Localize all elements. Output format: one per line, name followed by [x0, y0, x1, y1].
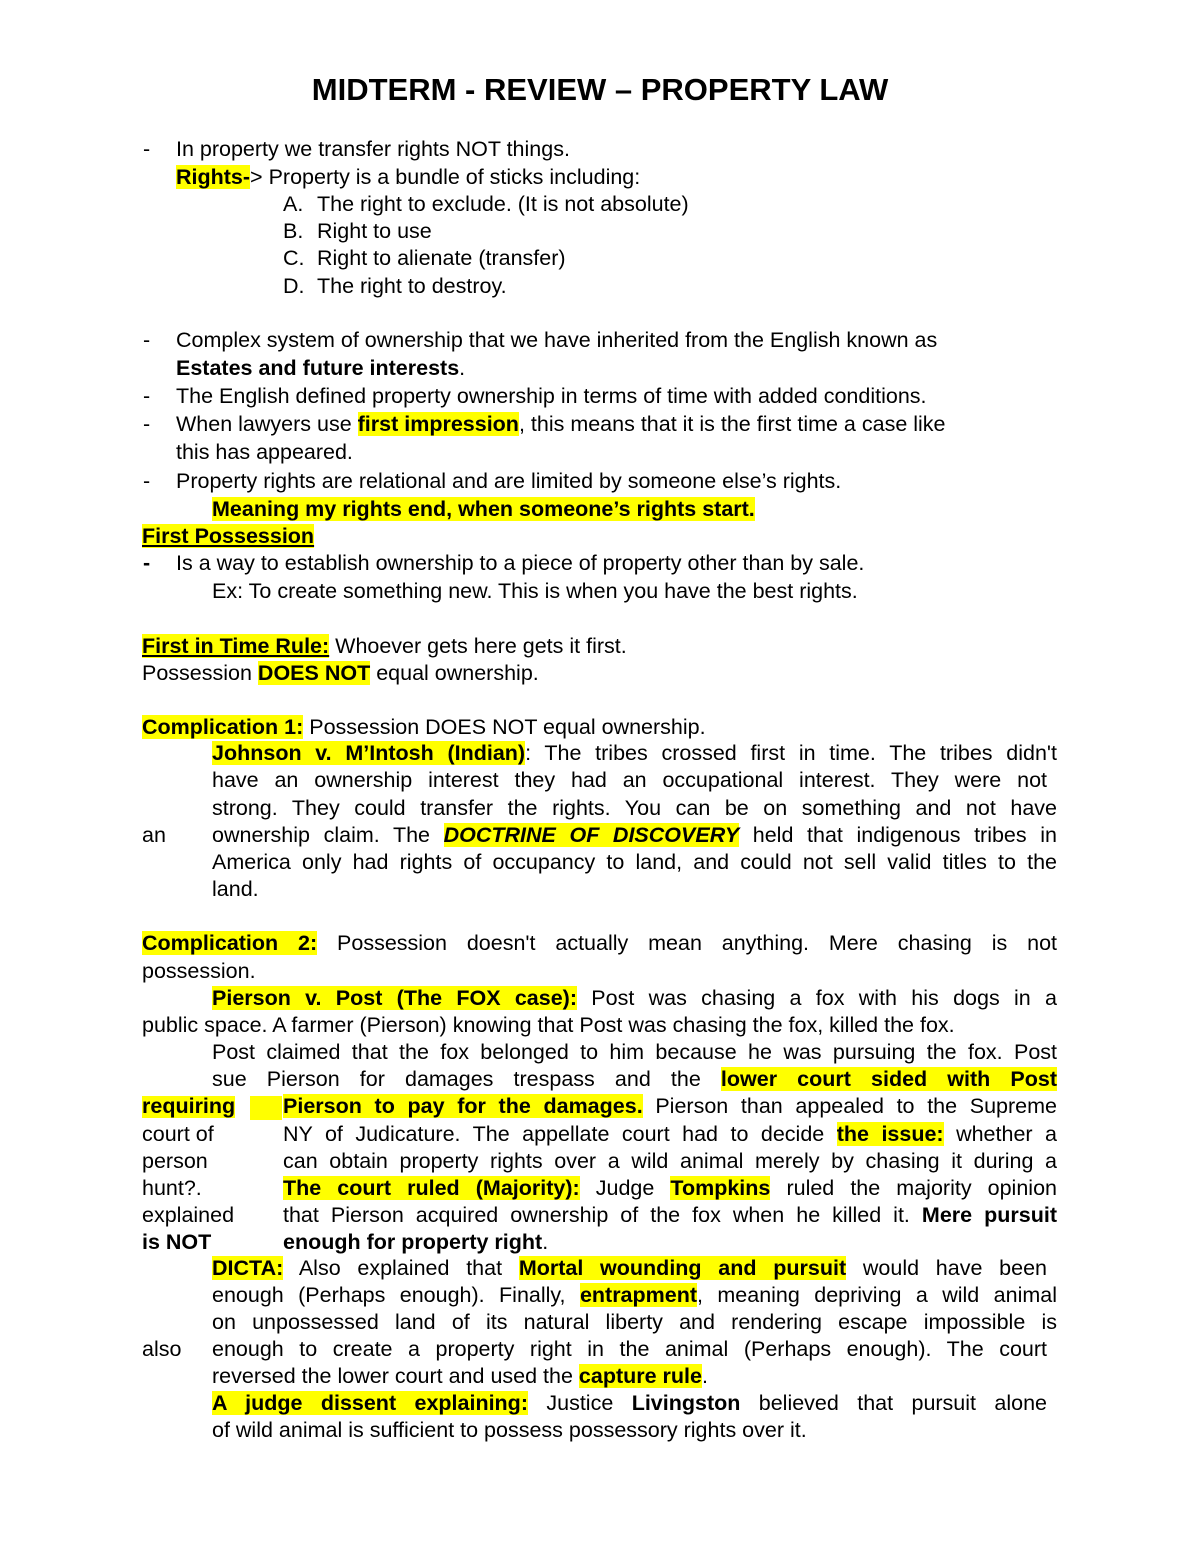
capture-rule-line: reversed the lower court and used the capture rule. — [212, 1364, 708, 1388]
stick-item: C. — [283, 246, 305, 270]
first-possession-example: Ex: To create something new. This is when you have the best rights. — [212, 579, 858, 603]
doctrine-line: ownership claim. The DOCTRINE OF DISCOVERY held that indigenous tribes in — [212, 823, 1057, 847]
bullet-dash: - — [143, 412, 151, 436]
stick-item: A. — [283, 192, 304, 216]
bullet-dash: - — [143, 551, 151, 575]
estates-bullet: Complex system of ownership that we have inherited from the English known as — [176, 328, 938, 352]
stick-text: Right to alienate (transfer) — [317, 246, 566, 270]
rights-line: Rights-> Property is a bundle of sticks including: — [176, 165, 641, 189]
johnson-line: land. — [212, 877, 259, 901]
margin-word: an — [142, 823, 166, 847]
johnson-line: have an ownership interest they had an occupational interest. They were not — [212, 768, 1047, 792]
dissent-line: A judge dissent explaining: Justice Livingston believed that pursuit alone — [212, 1391, 1048, 1415]
lower-court-line: sue Pierson for damages trespass and the lower court sided with Post — [212, 1067, 1057, 1091]
johnson-case-line: Johnson v. M’Intosh (Indian): The tribes crossed first in time. The tribes didn't — [212, 741, 1057, 765]
relational-bullet: Property rights are relational and are limited by someone else’s rights. — [176, 469, 842, 493]
estates-line: Estates and future interests. — [176, 356, 466, 380]
possession-line: Possession DOES NOT equal ownership. — [142, 661, 539, 685]
first-impression-line2: this has appeared. — [176, 440, 353, 464]
rights-end-highlight: Meaning my rights end, when someone’s rights start. — [212, 497, 755, 521]
dicta-line-4: enough to create a property right in the animal (Perhaps enough). The court — [212, 1337, 1047, 1361]
first-possession-bullet: Is a way to establish ownership to a piece of property other than by sale. — [176, 551, 865, 575]
margin-word: requiring — [142, 1094, 236, 1118]
first-possession-heading: First Possession — [142, 524, 315, 548]
stick-text: Right to use — [317, 219, 432, 243]
pierson-line: Post claimed that the fox belonged to him because he was pursuing the fox. Post — [212, 1040, 1057, 1064]
entrapment-line: enough (Perhaps enough). Finally, entrapment, meaning depriving a wild animal — [212, 1283, 1057, 1307]
stick-text: The right to exclude. (It is not absolute) — [317, 192, 689, 216]
english-bullet: The English defined property ownership in terms of time with added conditions. — [176, 384, 927, 408]
margin-word: also — [142, 1337, 182, 1361]
margin-word: explained — [142, 1203, 235, 1227]
highlight-gap — [250, 1096, 282, 1120]
first-in-time-rule: First in Time Rule: Whoever gets here gets it first. — [142, 634, 627, 658]
complication-2: Complication 2: Possession doesn't actually mean anything. Mere chasing is not — [142, 931, 1057, 955]
pierson-line: public space. A farmer (Pierson) knowing that Post was chasing the fox, killed the fox. — [142, 1013, 955, 1037]
court-ruled-line: The court ruled (Majority): Judge Tompkins ruled the majority opinion — [283, 1176, 1057, 1200]
dissent-line-2: of wild animal is sufficient to possess possessory rights over it. — [212, 1418, 807, 1442]
issue-line: NY of Judicature. The appellate court had to decide the issue: whether a — [283, 1122, 1057, 1146]
rights-label: Rights- — [176, 165, 251, 189]
margin-word: is NOT — [142, 1230, 212, 1254]
mere-pursuit-line: that Pierson acquired ownership of the fox when he killed it. Mere pursuit — [283, 1203, 1057, 1227]
first-impression-bullet: When lawyers use first impression, this means that it is the first time a case like — [176, 412, 946, 436]
property-right-line: enough for property right. — [283, 1230, 549, 1254]
margin-word: hunt?. — [142, 1176, 202, 1200]
margin-word: court of — [142, 1122, 214, 1146]
stick-item: B. — [283, 219, 304, 243]
stick-text: The right to destroy. — [317, 274, 507, 298]
complication-1: Complication 1: Possession DOES NOT equal ownership. — [142, 715, 706, 739]
margin-word: person — [142, 1149, 208, 1173]
page-title: MIDTERM - REVIEW – PROPERTY LAW — [311, 72, 889, 107]
dicta-line-3: on unpossessed land of its natural liberty and rendering escape impossible is — [212, 1310, 1057, 1334]
complication-2-line2: possession. — [142, 959, 256, 983]
johnson-line: strong. They could transfer the rights. You can be on something and not have — [212, 796, 1057, 820]
pay-damages-line: Pierson to pay for the damages. Pierson than appealed to the Supreme — [283, 1094, 1057, 1118]
bullet-dash: - — [143, 328, 151, 352]
issue-line-2: can obtain property rights over a wild animal merely by chasing it during a — [283, 1149, 1057, 1173]
johnson-line: America only had rights of occupancy to land, and could not sell valid titles to the — [212, 850, 1057, 874]
bullet-dash: - — [143, 137, 151, 161]
bullet-dash: - — [143, 384, 151, 408]
bullet-dash: - — [143, 469, 151, 493]
dicta-line: DICTA: Also explained that Mortal wounding and pursuit would have been — [212, 1256, 1048, 1280]
stick-item: D. — [283, 274, 305, 298]
pierson-case-line: Pierson v. Post (The FOX case): Post was chasing a fox with his dogs in a — [212, 986, 1057, 1010]
intro-bullet: In property we transfer rights NOT things. — [176, 137, 570, 161]
